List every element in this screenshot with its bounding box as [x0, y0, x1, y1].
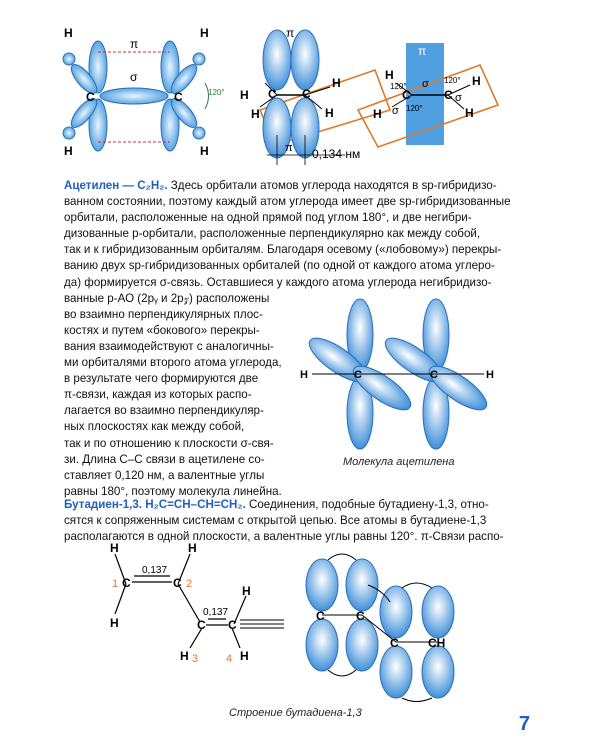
atom-label: H: [240, 88, 249, 102]
atom-label: H: [251, 107, 260, 121]
atom-label: C: [356, 609, 365, 623]
section-heading-butadiene: Бутадиен-1,3. H₂C=CH–CH=CH₂.: [64, 498, 246, 511]
atom-label: H: [242, 584, 251, 598]
atom-label: H: [373, 107, 382, 121]
pi-label: π: [130, 37, 139, 51]
atom-label: H: [200, 26, 209, 40]
page-number: 7: [518, 713, 530, 735]
pi-label: π: [286, 26, 295, 40]
atom-label: H: [385, 68, 394, 82]
pi-label: π: [285, 142, 293, 154]
atom-label: H: [64, 26, 73, 40]
atom-label: C: [174, 90, 183, 104]
atom-label: H: [465, 106, 474, 120]
ethylene-sigma-pi-diagram: [63, 26, 225, 158]
atom-label: C: [402, 88, 411, 102]
atom-label: C: [228, 618, 237, 632]
atom-label: C: [86, 90, 95, 104]
angle-label: 120°: [390, 82, 407, 91]
atom-label: C: [302, 87, 311, 101]
atom-label: C: [444, 88, 453, 102]
butadiene-structure-figure: [100, 540, 500, 705]
atom-label: H: [110, 616, 119, 630]
atom-label: C: [268, 87, 277, 101]
sigma-label: σ: [422, 78, 429, 90]
bond-length: 0,137: [142, 565, 168, 576]
bond-length-label: 0,134 нм: [312, 147, 361, 161]
acetylene-paragraph: Ацетилен — C₂H₂. Здесь орбитали атомов углерода находятся в sp-гибридизо- ванном состоянии, поэтому каждый атом углерода имеет две sp-гибридизованные орбитали, расположенные на одной прямой под углом 180°, и две негибри- дизованные p-орбитали, расположенные перпендикулярно как между собой, так и к гибридизованным орбиталям. Благодаря осевому («лобовому») перекры- ванию двух sp-гибридизованных орбиталей (по одной от каждого атома углеро- да) формируется σ-связь. Оставшиеся у каждого атома углерода негибридизо- ванные p-АО (2pᵧ и 2p𝓏) расположены во взаимно перпендикулярных плос- костях и путем «бокового» перекры- вания взаимодействуют с аналогичны- ми орбиталями второго атома углерода, в результате чего формируются две π-связи, каждая из которых распо- лагается во взаимно перпендикуляр- ных плоскостях как между собой, так и по отношению к плоскости σ-свя- зи. Длина C–C связи в ацетилене со- ставляет 0,120 нм, а валентные углы равны 180°, поэтому молекула линейна.: [64, 179, 511, 498]
atom-label: C: [354, 369, 362, 381]
atom-label: C: [173, 576, 182, 590]
atom-label: H: [325, 106, 334, 120]
atom-label: H: [486, 369, 494, 381]
angle-label: 120°: [208, 88, 225, 97]
bond-length: 0,137: [203, 607, 229, 618]
atom-number: 4: [226, 653, 233, 665]
atom-label: H: [300, 369, 308, 381]
atom-label: H: [180, 649, 189, 663]
sigma-label: σ: [130, 70, 138, 84]
ethylene-planes-diagram: [358, 43, 498, 147]
atom-label: C: [122, 576, 131, 590]
butadiene-paragraph: Бутадиен-1,3. H₂C=CH–CH=CH₂. Соединения, подобные бутадиену-1,3, отно- сятся к сопряженным системам с открытой цепью. Все атомы в бутадиене-1,3 располагаются в одной плоскости, а валентные углы равны 120°. π-Связи распо-: [64, 498, 504, 544]
atom-label: C: [197, 618, 206, 632]
atom-number: 1: [112, 578, 119, 590]
atom-number: 2: [186, 578, 193, 590]
ethylene-pi-plane-diagram: [240, 26, 390, 165]
sigma-label: σ: [455, 92, 462, 104]
angle-label: 120°: [444, 76, 461, 85]
atom-number: 3: [192, 653, 199, 665]
atom-label: H: [110, 541, 119, 555]
sigma-label: σ: [392, 105, 399, 117]
atom-label: C: [430, 369, 438, 381]
top-figure: [40, 15, 570, 170]
atom-label: H: [64, 144, 73, 158]
section-heading-acetylene: Ацетилен — C₂H₂.: [64, 179, 168, 192]
pi-label: π: [418, 44, 427, 58]
atom-label: H: [188, 541, 197, 555]
atom-label: C: [316, 609, 325, 623]
butadiene-caption: Строение бутадиена-1,3: [229, 707, 362, 719]
atom-label: C: [390, 636, 399, 650]
atom-label: H: [200, 144, 209, 158]
acetylene-caption: Молекула ацетилена: [343, 456, 455, 468]
atom-label: H: [472, 74, 481, 88]
atom-label: H: [332, 76, 341, 90]
atom-label: H: [240, 649, 249, 663]
atom-label: CH: [428, 636, 446, 650]
angle-label: 120°: [406, 104, 423, 113]
acetylene-molecule-figure: [298, 295, 528, 455]
